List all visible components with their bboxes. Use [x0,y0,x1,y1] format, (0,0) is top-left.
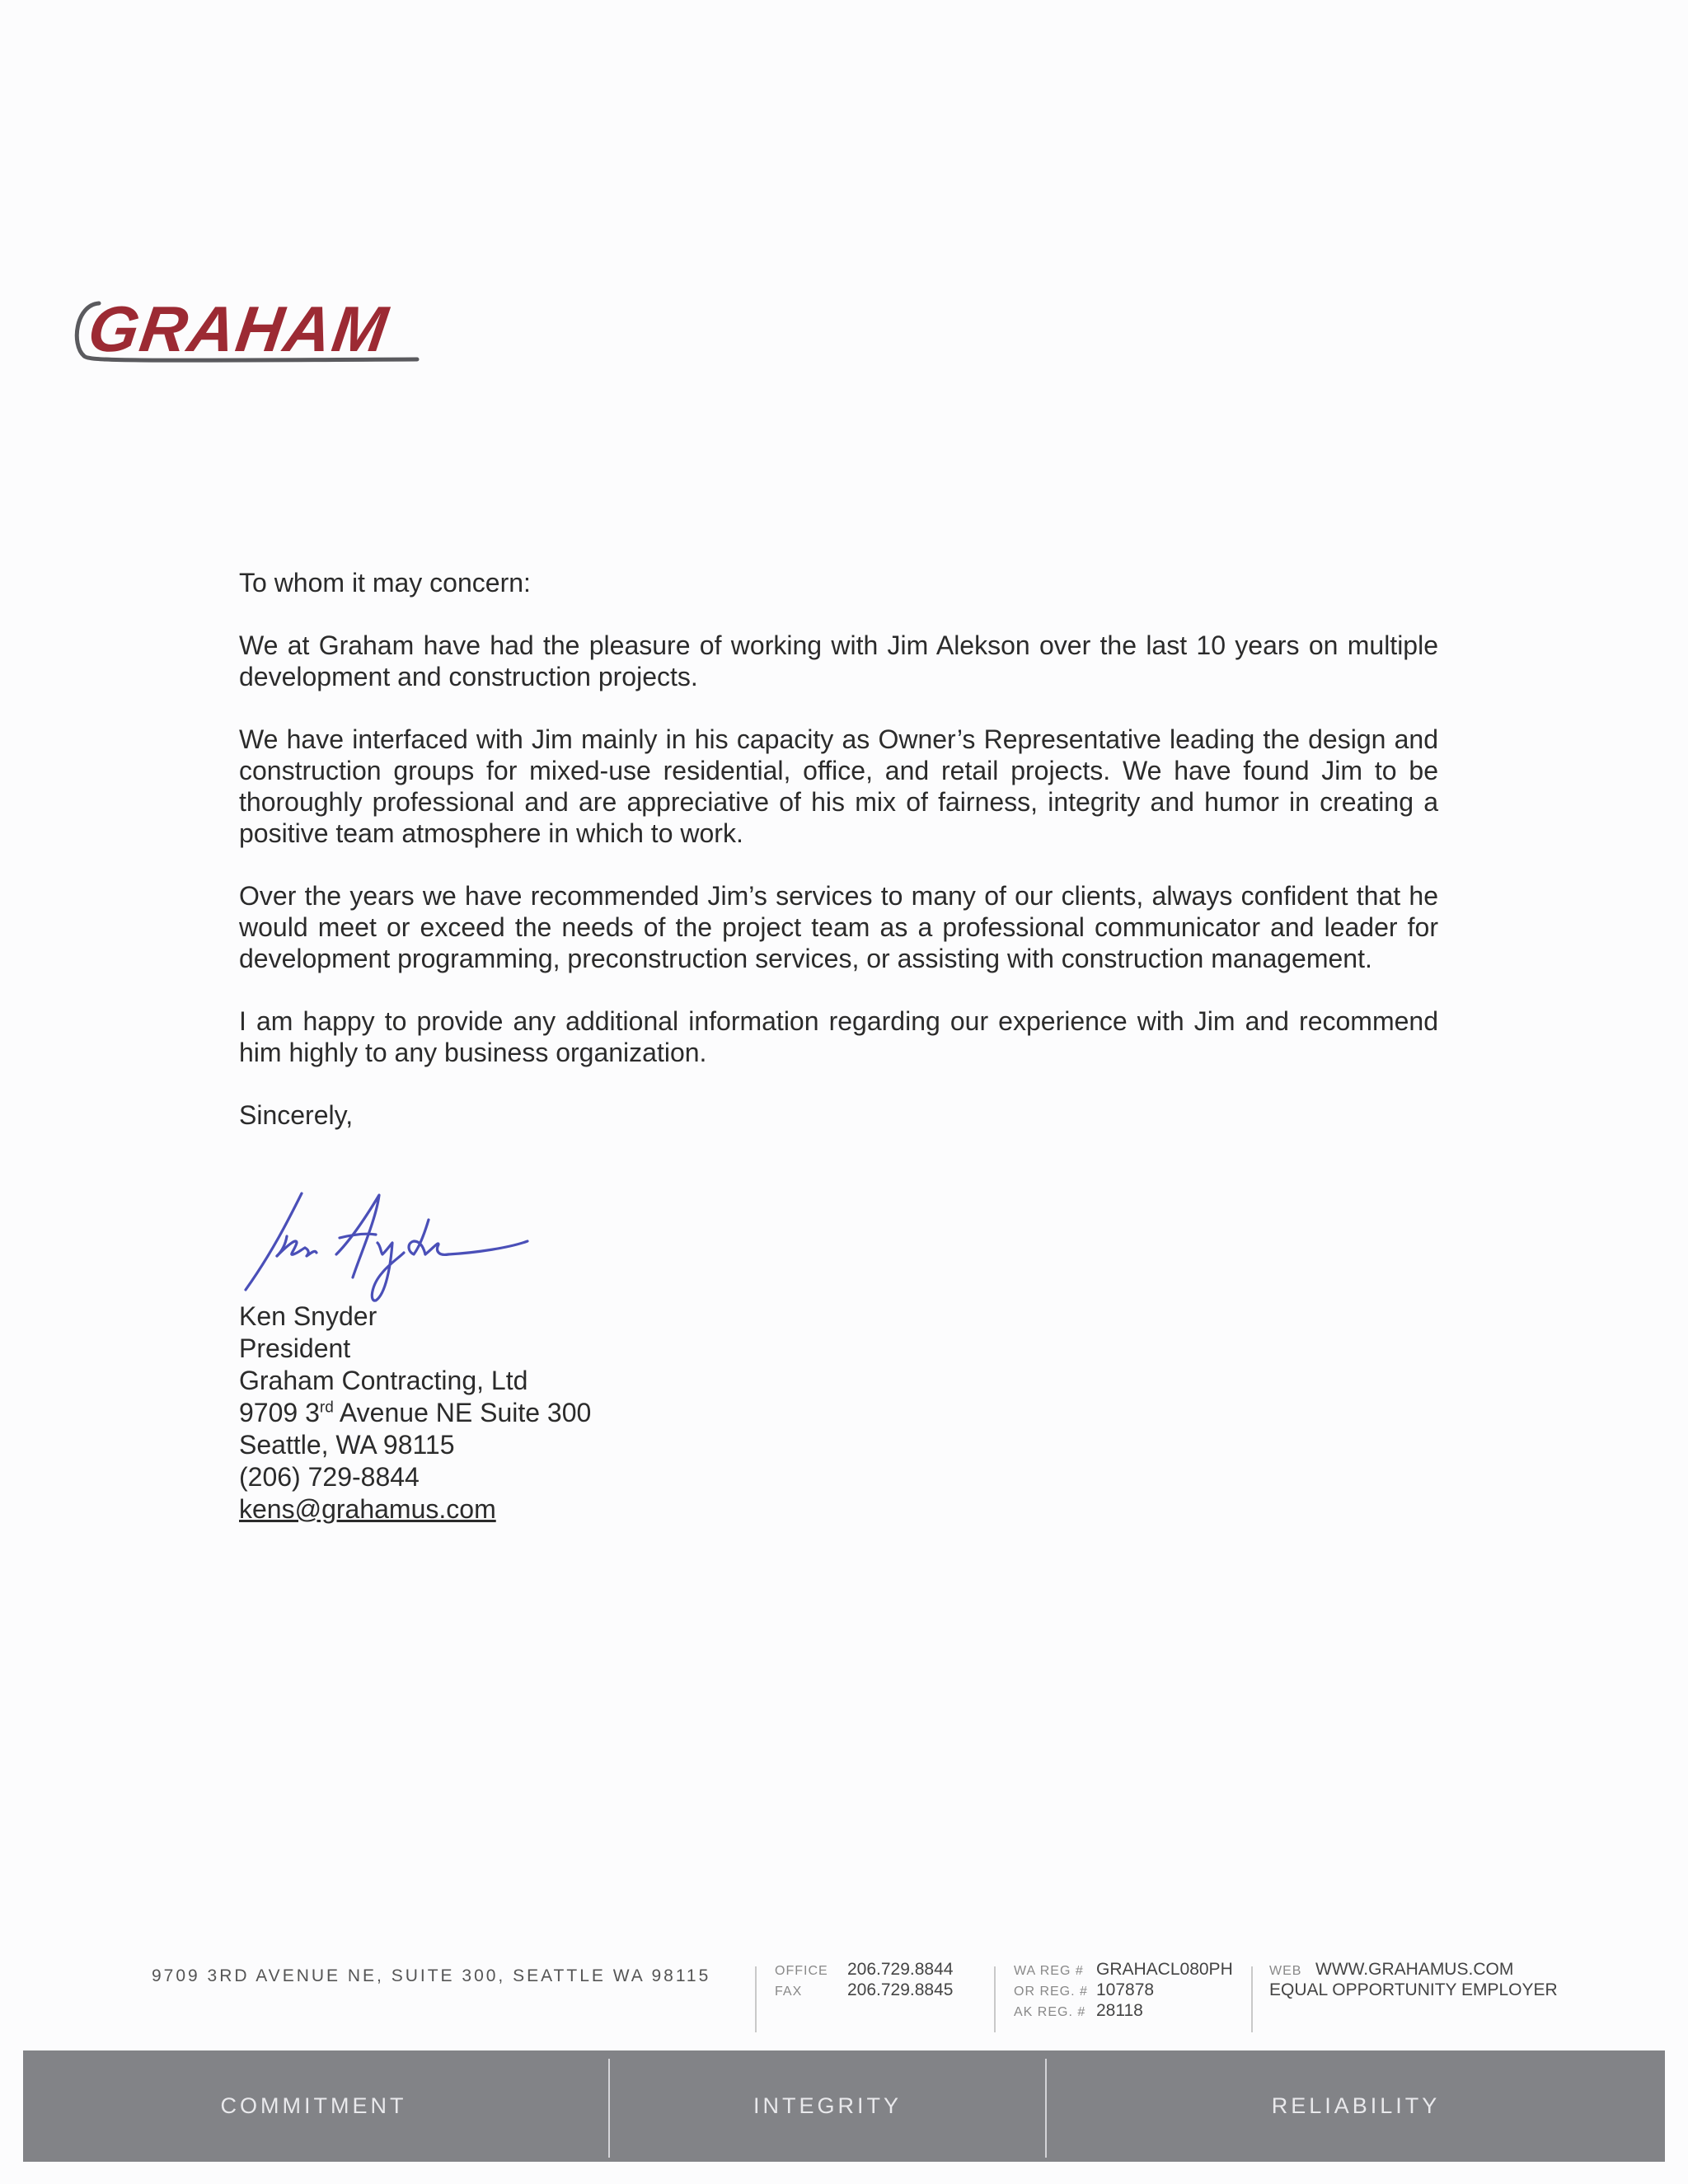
office-number: 206.729.8844 [847,1960,954,1979]
web-url: WWW.GRAHAMUS.COM [1315,1960,1514,1979]
letter-greeting: To whom it may concern: [239,568,531,598]
band-commitment: COMMITMENT [220,2093,407,2118]
signer-title: President [239,1333,351,1363]
values-band [23,2050,1665,2162]
signer-company: Graham Contracting, Ltd [239,1366,528,1395]
fax-label: FAX [775,1985,803,1999]
footer-address: 9709 3RD AVENUE NE, SUITE 300, SEATTLE WA 98115 [152,1966,711,1985]
footer-contact [775,1960,953,2001]
wa-reg-label: WA REG # [1014,1964,1084,1978]
signer-city: Seattle, WA 98115 [239,1430,455,1460]
or-reg-value: 107878 [1096,1980,1155,1999]
band-integrity: INTEGRITY [753,2093,902,2118]
signer-email-link[interactable]: kens@grahamus.com [239,1494,496,1524]
letter-paragraph-2: We have interfaced with Jim mainly in his capacity as Owner’s Representative leading the design and construction groups for mixed-use residential, office, and retail projects. We have found Jim to be thoroughly professional and are appreciative of his mix of fairness, integrity and humor in creating a positive team atmosphere in which to work. [239,724,1438,848]
logo-wordmark: GRAHAM [83,293,394,365]
or-reg-label: OR REG. # [1014,1985,1088,1999]
wa-reg-value: GRAHACL080PH [1096,1960,1233,1979]
signer-address-ordinal: rd [319,1399,334,1417]
signer-address-street: Avenue NE Suite 300 [333,1398,592,1427]
web-label: WEB [1269,1964,1302,1978]
signer-phone: (206) 729-8844 [239,1462,420,1492]
footer-divider [755,1966,757,2032]
fax-number: 206.729.8845 [847,1980,954,1999]
equal-opportunity-note: EQUAL OPPORTUNITY EMPLOYER [1269,1980,1558,1999]
signer-address [239,1397,816,1429]
office-label: OFFICE [775,1964,828,1978]
ak-reg-value: 28118 [1096,2001,1143,2020]
handwritten-signature [237,1187,534,1306]
signer-name: Ken Snyder [239,1301,377,1331]
footer-registrations [1014,1960,1233,2022]
footer-web [1269,1960,1558,2001]
signature-block [239,1301,816,1526]
letter-paragraph-1: We at Graham have had the pleasure of working with Jim Alekson over the last 10 years on multiple development and construction projects. [239,630,1438,691]
letter-paragraph-3: Over the years we have recommended Jim’s services to many of our clients, always confident that he would meet or exceed the needs of the project team as a professional communicator and leader for development programming, preconstruction services, or assisting with construction management. [239,881,1438,973]
footer-divider [994,1966,996,2032]
signer-address-number: 9709 3 [239,1398,320,1427]
graham-logo [71,293,434,371]
ak-reg-label: AK REG. # [1014,2005,1086,2019]
footer-divider [1251,1966,1253,2032]
letter-paragraph-4: I am happy to provide any additional information regarding our experience with Jim and recommend him highly to any business organization. [239,1006,1438,1067]
letter-body [239,567,1438,1131]
band-reliability: RELIABILITY [1271,2093,1441,2118]
letter-closing: Sincerely, [239,1100,354,1130]
